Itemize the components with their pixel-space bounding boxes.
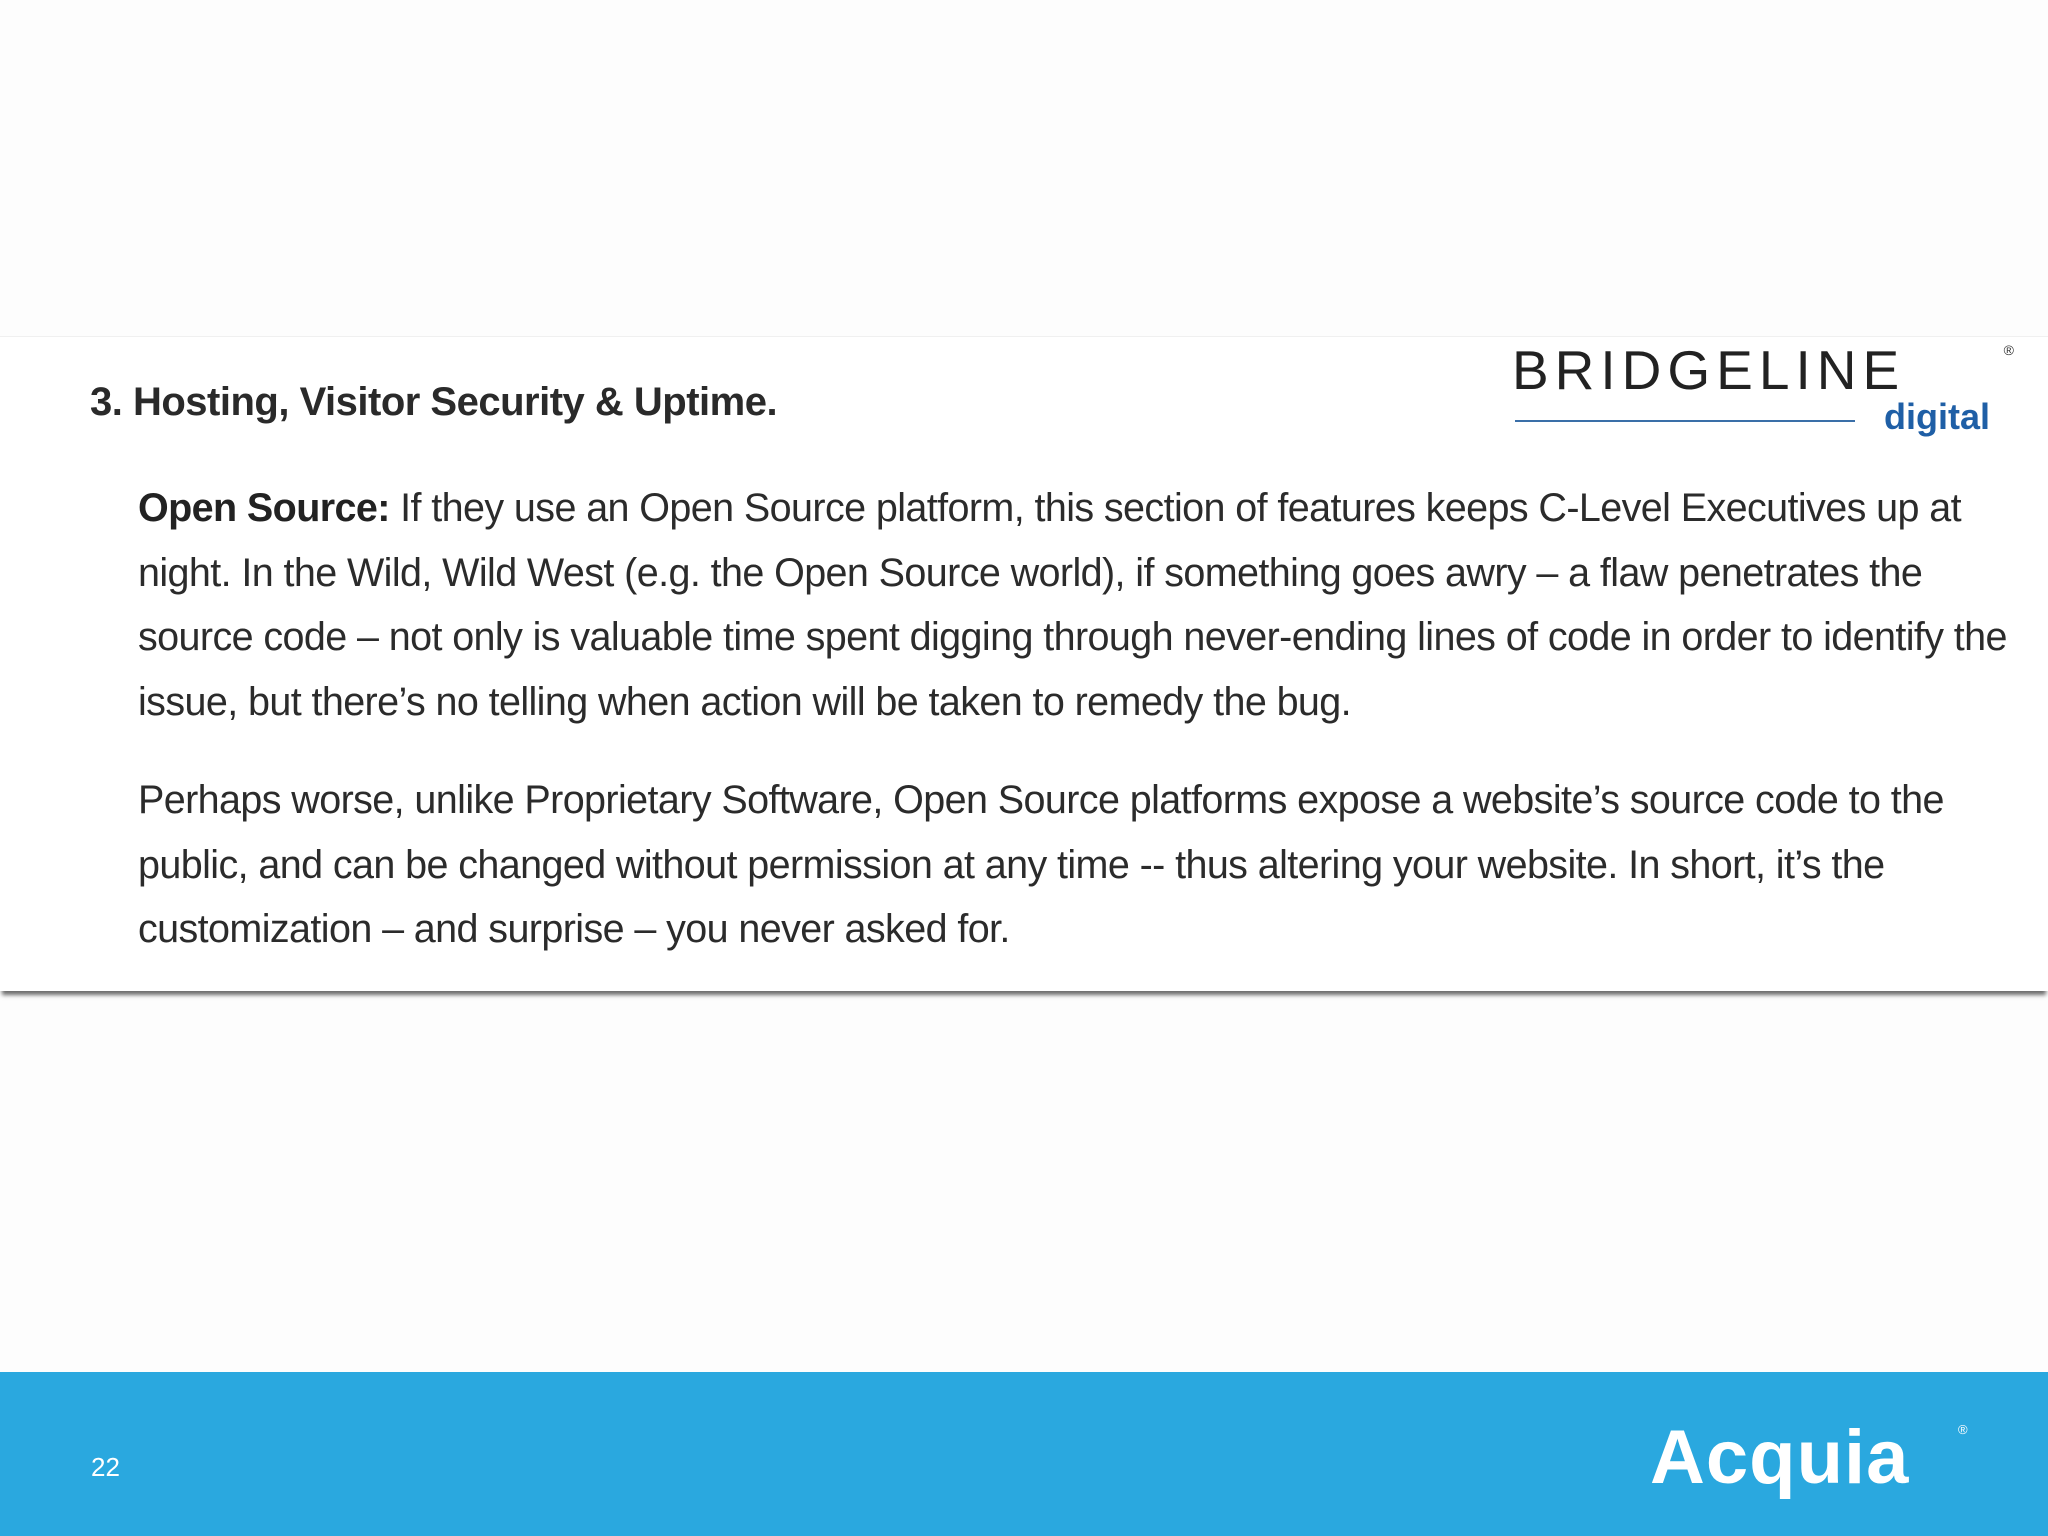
brand-wordmark: Acquia <box>1650 1415 1910 1500</box>
paragraph-lead: Open Source: <box>138 486 390 530</box>
bridgeline-logo <box>1512 338 2012 438</box>
acquia-logo <box>1650 1414 1970 1500</box>
page-number: 22 <box>91 1452 120 1482</box>
logo-wordmark: BRIDGELINE <box>1512 339 1906 401</box>
paragraph-perhaps-worse: Perhaps worse, unlike Proprietary Software, Open Source platforms expose a website’s source code to the public, and can be changed without permission at any time -- thus altering your website. In short, it’s the customization – and surprise – you never asked for. <box>138 778 1944 951</box>
logo-rule <box>1515 420 1855 422</box>
section-heading: 3. Hosting, Visitor Security & Uptime. <box>90 380 778 424</box>
paragraph-body: If they use an Open Source platform, this section of features keeps C-Level Executives up at night. In the Wild, Wild West (e.g. the Open Source world), if something goes awry – a flaw penetrates the source code – not only is valuable time spent digging through never-ending lines of code in order to identify the issue, but there’s no telling when action will be taken to remedy the bug. <box>138 486 2007 724</box>
logo-subtitle: digital <box>1884 396 1990 437</box>
logo-registered-mark: ® <box>2003 342 2014 358</box>
paragraph-open-source <box>138 476 2018 734</box>
brand-registered-mark: ® <box>1958 1422 1968 1437</box>
